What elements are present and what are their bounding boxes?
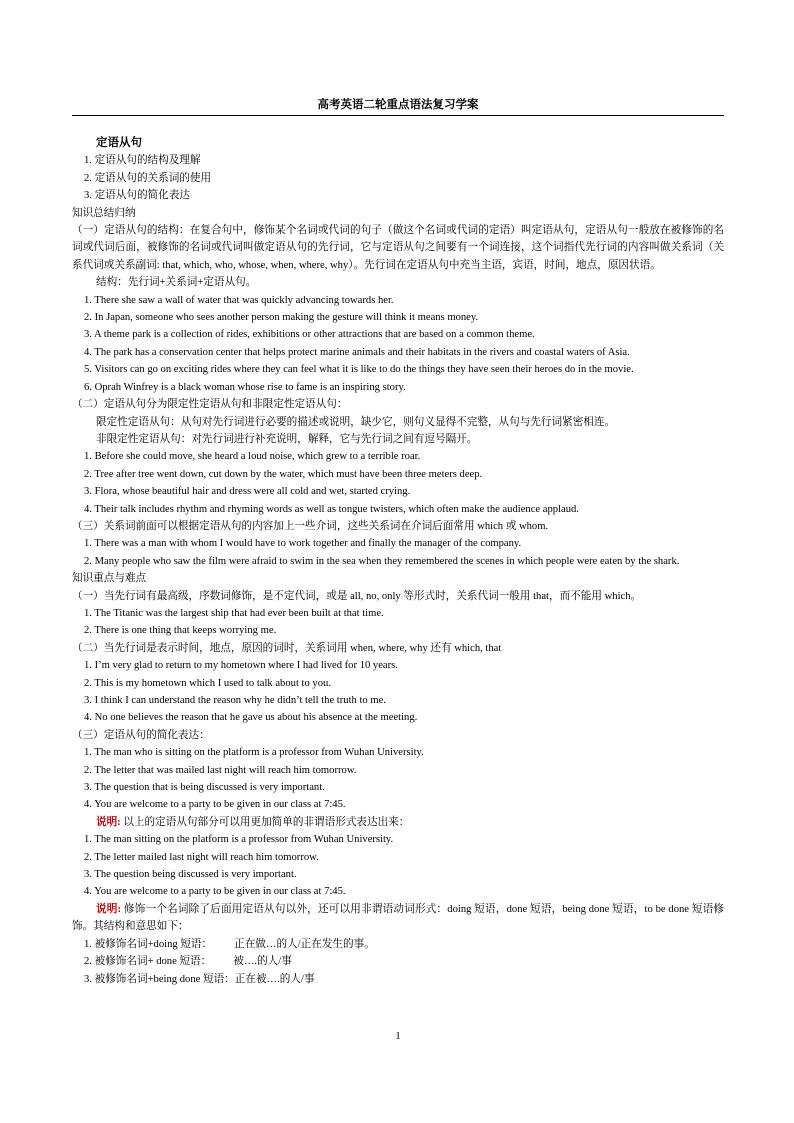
example-sentence: 4. You are welcome to a party to be given in our class at 7:45. bbox=[84, 799, 346, 811]
form-meaning: 正在做…的人/正在发生的事。 bbox=[234, 938, 375, 950]
example-sentence: 6. Oprah Winfrey is a black woman whose rise to fame is an inspiring story. bbox=[84, 381, 406, 393]
reduced-sentence: 4. You are welcome to a party to be given in our class at 7:45. bbox=[84, 886, 346, 898]
note-line bbox=[72, 814, 724, 831]
reduced-sentence: 2. The letter mailed last night will reach him tomorrow. bbox=[84, 851, 319, 863]
note-label: 说明: bbox=[96, 903, 122, 915]
page-number: 1 bbox=[395, 1031, 401, 1042]
example-sentence: 4. The park has a conservation center that helps protect marine animals and their habitats in the rivers and coastal waters of Asia. bbox=[84, 346, 630, 358]
example-sentence: 3. A theme park is a collection of rides, exhibitions or other attractions that are based on a common theme. bbox=[84, 329, 535, 341]
example-sentence: 1. Before she could move, she heard a loud noise, which grew to a terrible roar. bbox=[84, 451, 421, 463]
note-paragraph bbox=[72, 901, 724, 936]
form-number: 1. bbox=[84, 938, 92, 950]
example-sentence: 2. This is my hometown which I used to talk about to you. bbox=[84, 677, 331, 689]
example-sentence: 3. The question that is being discussed is very important. bbox=[84, 782, 325, 794]
example-sentence: 4. No one believes the reason that he gave us about his absence at the meeting. bbox=[84, 712, 418, 724]
key1-intro: （一）当先行词有最高级，序数词修饰，是不定代词，或是 all, no, only 等形式时，关系代词一般用 that，而不能用 which。 bbox=[72, 590, 642, 602]
form-label: 被修饰名词+doing 短语： bbox=[94, 938, 213, 950]
part1-intro: （一）定语从句的结构：在复合句中，修饰某个名词或代词的句子（做这个名词或代词的定语）叫定语从句，定语从句一般放在被修饰的名词或代词后面，被修饰的名词或代词叫做定语从句的先行词，它与定语从句之间要有一个词连接，这个词指代先行词的内容叫做关系词（关系代词或关系副词: that, which, who, whose, when, where, why）。先行词在定语从句中充当主语，宾语，时间，地点，原因状语。 bbox=[72, 225, 724, 271]
form-item bbox=[72, 953, 724, 970]
part3-intro: （三）关系词前面可以根据定语从句的内容加上一些介词，这些关系词在介词后面常用 which 或 whom. bbox=[72, 520, 549, 532]
example-sentence: 1. There was a man with whom I would have to work together and finally the manager of the company. bbox=[84, 538, 522, 550]
form-number: 3. bbox=[84, 973, 92, 985]
example-sentence: 2. In Japan, someone who sees another person making the gesture will think it means money. bbox=[84, 312, 479, 324]
part1-structure: 结构：先行词+关系词+定语从句。 bbox=[96, 277, 257, 289]
page-header: 高考英语二轮重点语法复习学案 bbox=[72, 98, 724, 116]
example-sentence: 3. Flora, whose beautiful hair and dress were all cold and wet, started crying. bbox=[84, 486, 411, 498]
example-sentence: 1. The man who is sitting on the platform is a professor from Wuhan University. bbox=[84, 747, 424, 759]
form-meaning: 正在被….的人/事 bbox=[234, 973, 315, 985]
outline-item: 1. 定语从句的结构及理解 bbox=[84, 155, 201, 167]
restrictive-definition: 限定性定语从句：从句对先行词进行必要的描述或说明，缺少它，则句义显得不完整，从句与先行词紧密相连。 bbox=[96, 416, 616, 428]
example-sentence: 2. There is one thing that keeps worrying me. bbox=[84, 625, 277, 637]
example-sentence: 4. Their talk includes rhythm and rhyming words as well as tongue twisters, which often make the audience applaud. bbox=[84, 503, 579, 515]
example-sentence: 1. There she saw a wall of water that was quickly advancing towards her. bbox=[84, 294, 394, 306]
note-text: 以上的定语从句部分可以用更加简单的非谓语形式表达出来： bbox=[120, 816, 410, 828]
form-item bbox=[72, 971, 724, 988]
example-sentence: 2. Tree after tree went down, cut down by the water, which must have been three meters deep. bbox=[84, 468, 483, 480]
key-heading: 知识重点与难点 bbox=[72, 573, 147, 585]
reduced-sentence: 1. The man sitting on the platform is a professor from Wuhan University. bbox=[84, 834, 394, 846]
note-label: 说明: bbox=[96, 816, 121, 828]
nonrestrictive-definition: 非限定性定语从句：对先行词进行补充说明，解释，它与先行词之间有逗号隔开。 bbox=[96, 433, 478, 445]
document-body bbox=[72, 135, 724, 988]
example-sentence: 2. Many people who saw the film were afraid to swim in the sea when they remembered the scenes in which people were eaten by the shark. bbox=[84, 555, 680, 567]
form-label: 被修饰名词+being done 短语： bbox=[94, 973, 235, 985]
example-sentence: 2. The letter that was mailed last night will reach him tomorrow. bbox=[84, 764, 357, 776]
example-sentence: 3. I think I can understand the reason why he didn’t tell the truth to me. bbox=[84, 695, 386, 706]
key3-intro: （三）定语从句的简化表达： bbox=[72, 729, 210, 741]
reduced-sentence: 3. The question being discussed is very important. bbox=[84, 869, 297, 881]
note-text: 修饰一个名词除了后面用定语从句以外，还可以用非谓语动词形式：doing 短语，done 短语，being done 短语，to be done 短语修饰。其结构和意思如下： bbox=[72, 903, 724, 933]
form-meaning: 被….的人/事 bbox=[233, 956, 292, 968]
outline-item: 2. 定语从句的关系词的使用 bbox=[84, 172, 212, 184]
summary-heading: 知识总结归纳 bbox=[72, 207, 136, 219]
form-item bbox=[72, 936, 724, 953]
example-sentence: 1. I’m very glad to return to my hometown where I had lived for 10 years. bbox=[84, 660, 398, 672]
example-sentence: 5. Visitors can go on exciting rides where they can feel what it is like to do the things they have seen their heroes do in the movie. bbox=[84, 364, 634, 376]
outline-item: 3. 定语从句的简化表达 bbox=[84, 190, 190, 202]
form-label: 被修饰名词+ done 短语： bbox=[94, 956, 212, 968]
section-title: 定语从句 bbox=[96, 137, 142, 149]
key2-intro: （二）当先行词是表示时间，地点，原因的词时，关系词用 when, where, why 还有 which, that bbox=[72, 642, 502, 654]
part2-intro: （二）定语从句分为限定性定语从句和非限定性定语从句： bbox=[72, 399, 348, 411]
form-number: 2. bbox=[84, 956, 92, 968]
example-sentence: 1. The Titanic was the largest ship that had ever been built at that time. bbox=[84, 607, 384, 619]
